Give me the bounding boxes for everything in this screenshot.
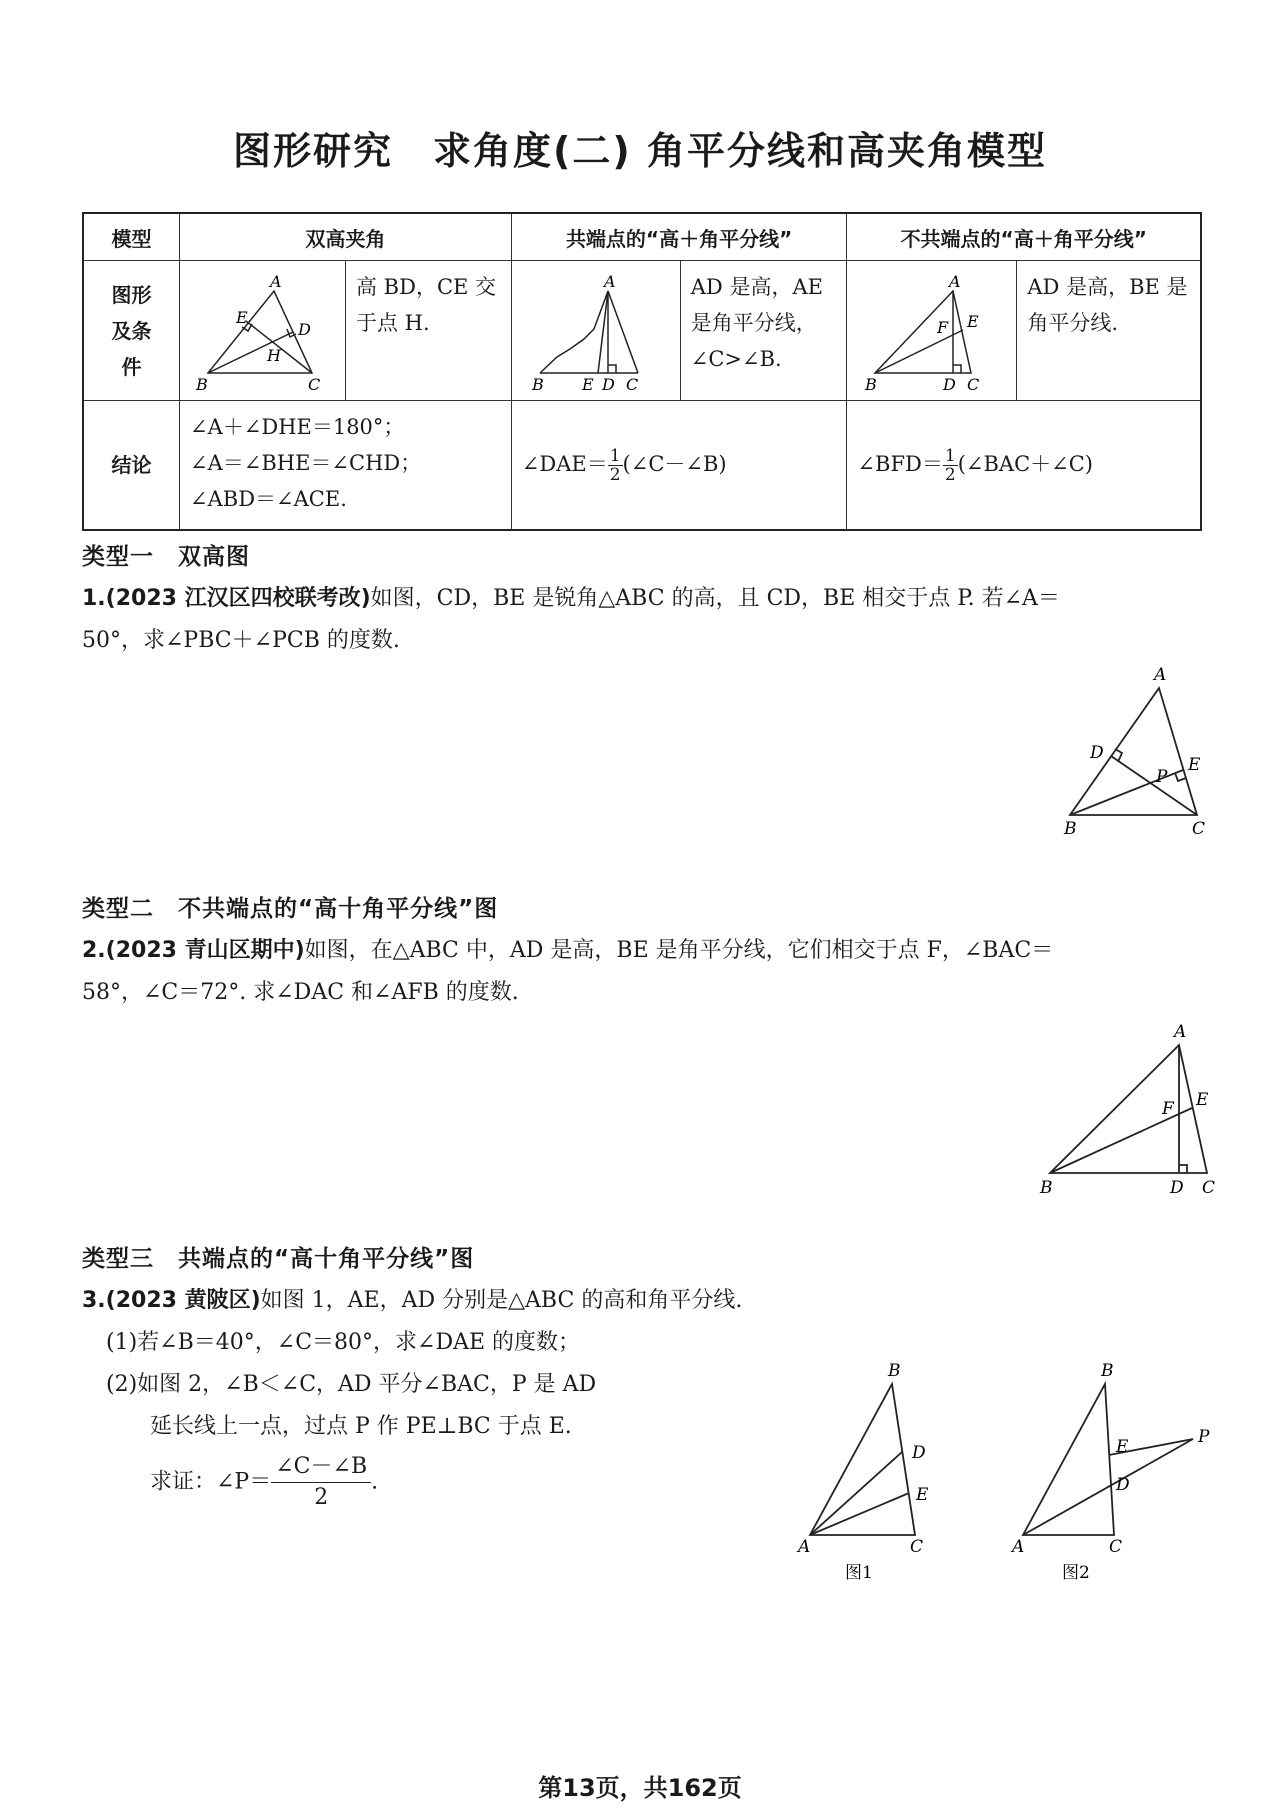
problem-3-sub-1: (1)若∠B＝40°，∠C＝80°，求∠DAE 的度数；: [106, 1330, 581, 1355]
label-e: E: [916, 1485, 929, 1505]
figure-double-height: [180, 261, 346, 401]
header-model: 模型: [83, 213, 180, 261]
header-col2: 共端点的“高＋角平分线”: [511, 213, 847, 261]
section-type-1: 类型一 双高图: [82, 544, 250, 570]
label-e: E: [1196, 1090, 1209, 1110]
fig1-caption: 图1: [845, 1563, 873, 1583]
label-c: C: [625, 375, 639, 394]
label-h: H: [267, 346, 281, 365]
label-c: C: [1202, 1178, 1216, 1198]
table-conclusion-row: [83, 401, 1201, 531]
row-head-figure: [83, 261, 180, 401]
conclusion3-post: (∠BAC＋∠C): [957, 452, 1093, 476]
conclusion-line-3: ∠ABD＝∠ACE.: [190, 487, 347, 511]
label-a: A: [1154, 665, 1167, 685]
label-c: C: [308, 375, 321, 394]
problem-3-sub-2a: (2)如图 2，∠B＜∠C，AD 平分∠BAC，P 是 AD: [106, 1372, 597, 1397]
label-d: D: [601, 375, 615, 394]
label-b: B: [531, 375, 544, 394]
prove-pre: 求证：∠P＝: [150, 1469, 272, 1495]
problem-3-source: 3.(2023 黄陂区): [82, 1288, 261, 1313]
label-d: D: [912, 1443, 926, 1463]
label-c: C: [1192, 819, 1206, 839]
problem-3-diagrams: [780, 1360, 1220, 1600]
table-header-row: [83, 213, 1201, 261]
fraction-den: 2: [609, 465, 621, 485]
section-type-2: 类型二 不共端点的“高十角平分线”图: [82, 896, 499, 922]
problem-2-source: 2.(2023 青山区期中): [82, 938, 305, 963]
label-f: F: [1162, 1099, 1174, 1119]
label-d: D: [1090, 743, 1104, 763]
label-c: C: [910, 1537, 924, 1557]
label-b: B: [888, 1361, 901, 1381]
label-b: B: [1040, 1178, 1053, 1198]
title-part1: 图形研究: [233, 129, 394, 173]
conclusion-line-1: ∠A＋∠DHE＝180°；: [190, 415, 405, 439]
problem-2: [82, 930, 1202, 1014]
label-b: B: [865, 375, 878, 394]
label-e: E: [967, 312, 980, 331]
problem-2-diagram: [1030, 1010, 1230, 1200]
label-f: F: [937, 318, 949, 337]
problem-1: [82, 578, 1202, 662]
diagram-double-height: [180, 261, 345, 395]
label-b: B: [196, 375, 208, 394]
section-type-3: 类型三 共端点的“高十角平分线”图: [82, 1246, 475, 1272]
problem-3-line-1: 如图 1，AE，AD 分别是△ABC 的高和角平分线.: [260, 1288, 743, 1313]
label-d: D: [298, 320, 311, 339]
conclusion-line-2: ∠A＝∠BHE＝∠CHD；: [190, 451, 422, 475]
label-e: E: [236, 308, 248, 327]
label-a: A: [1174, 1022, 1187, 1042]
diagram-non-shared-vertex: [847, 261, 1015, 395]
page-footer: 第13页，共162页: [538, 1774, 742, 1802]
label-e: E: [1116, 1437, 1129, 1457]
row-head-conclusion: 结论: [83, 401, 180, 531]
condition-shared-vertex: AD 是高，AE 是角平分线，∠C>∠B.: [680, 261, 847, 401]
problem-1-diagram: [1040, 660, 1220, 840]
fig2-caption: 图2: [1062, 1563, 1090, 1583]
conclusion-double-height: [180, 401, 512, 531]
label-a: A: [1012, 1537, 1025, 1557]
condition-non-shared-vertex: AD 是高，BE 是角平分线.: [1017, 261, 1201, 401]
fraction-num: 1: [609, 446, 621, 466]
label-c: C: [1109, 1537, 1123, 1557]
conclusion2-pre: ∠DAE＝: [521, 452, 608, 476]
condition-double-height: 高 BD，CE 交于点 H.: [346, 261, 512, 401]
table-figure-row: [83, 261, 1201, 401]
label-b: B: [1064, 819, 1077, 839]
fraction-num: 1: [944, 446, 956, 466]
label-d: D: [1170, 1178, 1184, 1198]
problem-1-line-1: 如图，CD，BE 是锐角△ABC 的高，且 CD，BE 相交于点 P. 若∠A＝: [370, 586, 1060, 611]
prove-post: .: [371, 1469, 379, 1495]
row-head-figure-label: 图形及条件: [111, 282, 152, 379]
diagram-shared-vertex: [512, 261, 680, 395]
problem-2-line-1: 如图，在△ABC 中，AD 是高，BE 是角平分线，它们相交于点 F，∠BAC＝: [304, 938, 1054, 963]
conclusion2-post: (∠C－∠B): [622, 452, 727, 476]
problem-3-prove: [150, 1452, 378, 1513]
label-a: A: [949, 272, 961, 291]
model-table: [82, 212, 1202, 531]
label-p: P: [1156, 767, 1168, 787]
fraction-half: [943, 447, 958, 484]
prove-fraction-den: 2: [314, 1485, 329, 1510]
problem-1-line-2: 50°，求∠PBC＋∠PCB 的度数.: [82, 628, 400, 653]
label-e: E: [1188, 755, 1201, 775]
conclusion-shared-vertex: [511, 401, 847, 531]
fraction-den: 2: [944, 465, 956, 485]
problem-3-sub-2b: 延长线上一点，过点 P 作 PE⊥BC 于点 E.: [150, 1414, 572, 1439]
conclusion3-pre: ∠BFD＝: [857, 452, 943, 476]
prove-fraction: [271, 1452, 371, 1513]
label-e: E: [581, 375, 594, 394]
fraction-half: [608, 447, 623, 484]
label-a: A: [798, 1537, 811, 1557]
label-b: B: [1101, 1361, 1114, 1381]
label-c: C: [967, 375, 980, 394]
prove-fraction-num: ∠C－∠B: [271, 1452, 371, 1483]
label-a: A: [603, 272, 616, 291]
problem-2-line-2: 58°，∠C＝72°. 求∠DAC 和∠AFB 的度数.: [82, 980, 519, 1005]
conclusion-non-shared-vertex: [847, 401, 1201, 531]
label-d: D: [943, 375, 957, 394]
figure-non-shared-vertex: [847, 261, 1017, 401]
label-a: A: [270, 272, 282, 291]
problem-3: [82, 1280, 1202, 1322]
label-p: P: [1198, 1427, 1210, 1447]
page-title: [0, 120, 1280, 175]
header-col1: 双高夹角: [180, 213, 512, 261]
header-col3: 不共端点的“高＋角平分线”: [847, 213, 1201, 261]
title-part2: 求角度(二) 角平分线和高夹角模型: [433, 129, 1047, 173]
figure-shared-vertex: [511, 261, 680, 401]
problem-1-source: 1.(2023 江汉区四校联考改): [82, 586, 371, 611]
label-d: D: [1116, 1475, 1130, 1495]
